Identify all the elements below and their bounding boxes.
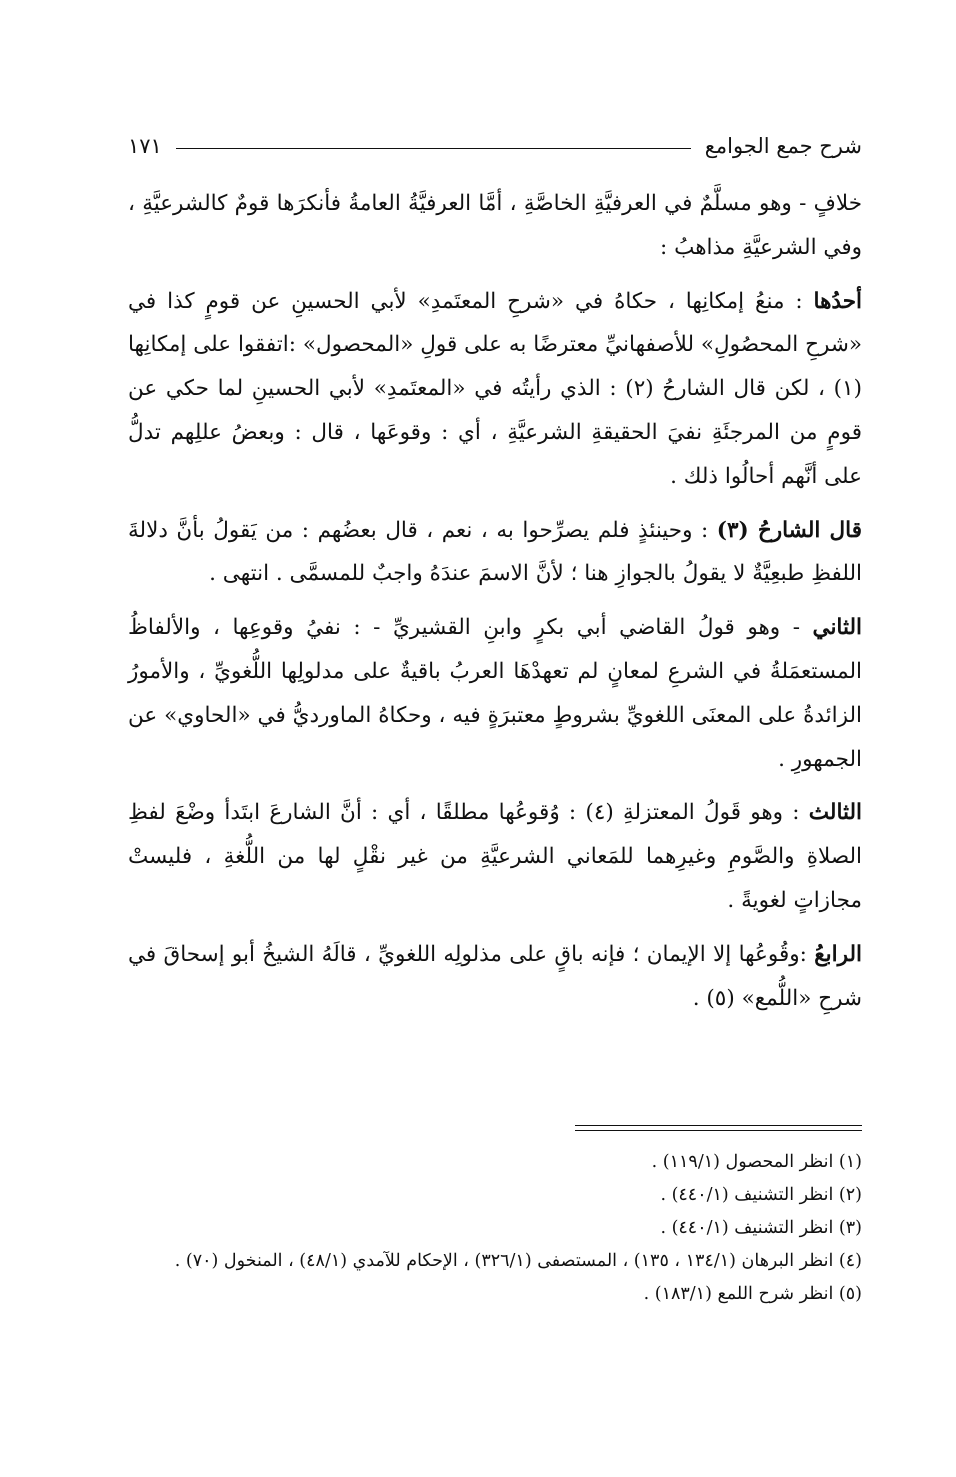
- footnote-item: (٢) انظر التشنيف (٤٤٠/١) .: [660, 1185, 862, 1205]
- paragraph-text: : وحينئذٍ فلم يصرِّحوا به ، نعم ، قال بعضُهم : من يَقولُ بأنَّ دلالةَ اللفظِ طبعِيَّةٌ لا يقولُ بالجوازِ هنا ؛ لأنَّ الاسمَ عندَهُ واجبٌ للمسمَّى . انتهى .: [128, 517, 862, 587]
- paragraph-second-opinion: [128, 606, 862, 781]
- footnote-item: (١) انظر المحصول (١١٩/١) .: [651, 1152, 862, 1172]
- footnote-item: (٤) انظر البرهان (١٣٤/١ ، ١٣٥) ، المستصفى (٣٢٦/١) ، الإحكام للآمدي (٤٨/١) ، المنخول (٧٠) .: [174, 1251, 862, 1271]
- paragraph-commentator: [128, 509, 862, 597]
- main-text: [128, 182, 862, 1030]
- page-number: ١٧١: [128, 134, 162, 158]
- paragraph-lead: الرابعُ: [814, 941, 862, 967]
- paragraph-lead: قال الشارحُ (٣): [716, 517, 863, 543]
- paragraph-text: : وهو قَولُ المعتزلةِ (٤) : وُقوعُها مطلقًا ، أي : أنَّ الشارعَ ابتَدأ وضْعَ لفظِ الصلاةِ والصَّومِ وغيرِهما للمَعاني الشرعيَّةِ من غير نقْلٍ لها من اللُّغةِ ، فليستْ مجازاتٍ لغويةً .: [128, 800, 862, 913]
- paragraph-fourth-opinion: [128, 933, 862, 1021]
- paragraph-text: خلافٍ - وهو مسلَّمٌ في العرفيَّةِ الخاصَّةِ ، أمَّا العرفيَّةُ العامةُ فأنكرَها قومٌ كالشرعيَّةِ ، وفي الشرعيَّةِ مذاهبُ :: [128, 191, 862, 260]
- paragraph-text: :وقُوعُها إلا الإيمان ؛ فإنه باقٍ على مذلولِه اللغويِّ ، قالَهُ الشيخُ أبو إسحاقَ في شرحِ «اللُّمع» (٥) .: [128, 941, 862, 1011]
- paragraph-text: - وهو قولُ القاضي أبي بكرٍ وابنِ القشيريِّ - : نفيُ وقوعِها ، والألفاظُ المستعمَلةُ في الشرعِ لمعانٍ لم تعهدْهَا العربُ باقيةٌ على مدلولِها اللُّغويِّ ، والأمورُ الزائدةُ على المعنَى اللغويِّ بشروطٍ معتبرَةٍ فيه ، وحكاهُ الماورديُّ في «الحاوي» عن الجمهورِ .: [128, 615, 862, 772]
- paragraph-lead: الثاني: [812, 615, 862, 641]
- paragraph-first-opinion: [128, 280, 862, 499]
- paragraph-text: : منعُ إمكانِها ، حكاهُ في «شرحِ المعتَمدِ» لأبي الحسينِ عن قومٍ كذا في «شرحِ المحصُولِ» للأصفهانيِّ معترضًا به على قولِ «المحصول» :اتفقوا على إمكانِها (١) ، لكن قال الشارحُ (٢) : الذي رأيتُه في «المعتَمدِ» لأبي الحسينِ لما حكي عن قومٍ من المرجئَةِ نفيَ الحقيقةِ الشرعيَّةِ ، أي : وقوعَها ، قال : وبعضُ عللِهم تدلُّ على أنَّهم أحالُوا ذلك .: [128, 288, 862, 489]
- paragraph-lead: أحدُها: [813, 288, 862, 314]
- paragraph-lead: الثالث: [808, 800, 863, 826]
- paragraph-third-opinion: [128, 791, 862, 922]
- footnote-item: (٣) انظر التشنيف (٤٤٠/١) .: [660, 1218, 862, 1238]
- footnote-separator: [575, 1125, 862, 1131]
- footnotes: [128, 1146, 862, 1311]
- page-header: [128, 126, 862, 166]
- footnote-item: (٥) انظر شرح اللمع (١٨٣/١) .: [643, 1284, 862, 1304]
- paragraph-intro: [128, 182, 862, 270]
- header-rule: [176, 148, 691, 149]
- running-title: شرح جمع الجوامع: [704, 134, 862, 158]
